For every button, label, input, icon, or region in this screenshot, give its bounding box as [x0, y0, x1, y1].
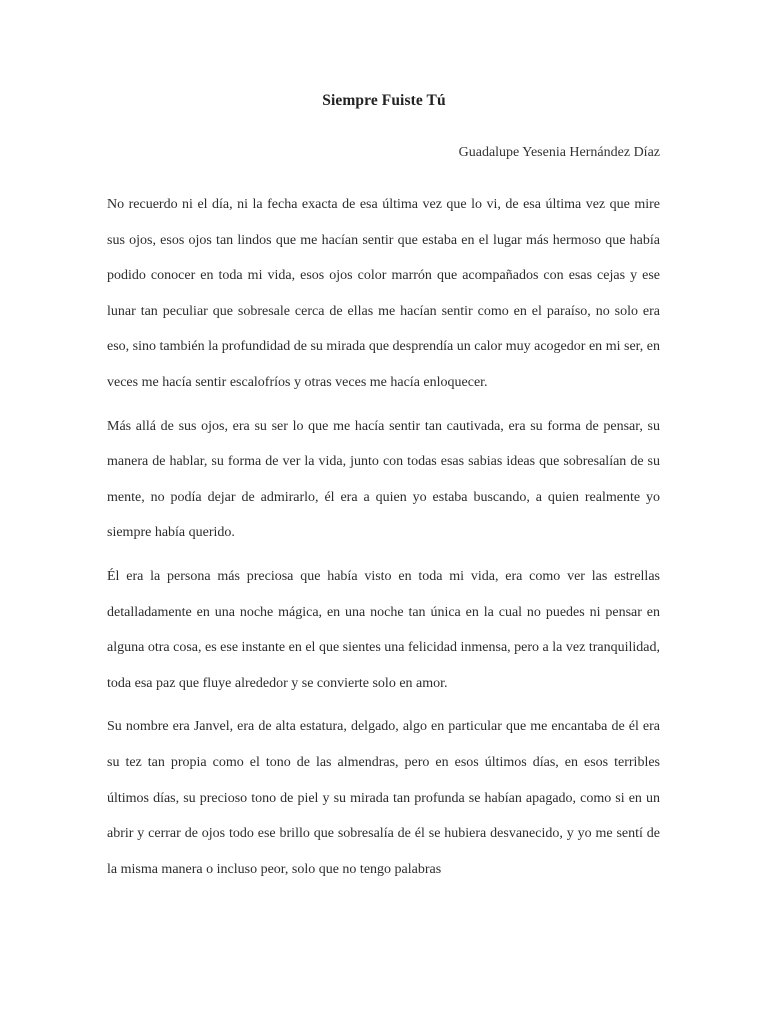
- document-author: Guadalupe Yesenia Hernández Díaz: [458, 145, 660, 160]
- paragraph: No recuerdo ni el día, ni la fecha exacta de esa última vez que lo vi, de esa última vez que mire sus ojos, esos ojos tan lindos que me hacían sentir que estaba en el lugar más hermoso que había podido conocer en toda mi vida, esos ojos color marrón que acompañados con esas cejas y ese lunar tan peculiar que sobresale cerca de ellas me hacían sentir como en el paraíso, no solo era eso, sino también la profundidad de su mirada que desprendía un calor muy acogedor en mi ser, en veces me hacía sentir escalofríos y otras veces me hacía enloquecer.: [107, 197, 660, 390]
- document-title: Siempre Fuiste Tú: [322, 92, 446, 109]
- paragraph: Él era la persona más preciosa que había visto en toda mi vida, era como ver las estrellas detalladamente en una noche mágica, en una noche tan única en la cual no puedes ni pensar en alguna otra cosa, es ese instante en el que sientes una felicidad inmensa, pero a la vez tranquilidad, toda esa paz que fluye alrededor y se convierte solo en amor.: [107, 568, 660, 691]
- document-body: [107, 187, 660, 895]
- paragraph: Su nombre era Janvel, era de alta estatura, delgado, algo en particular que me encantaba de él era su tez tan propia como el tono de las almendras, pero en esos últimos días, en esos terribles últimos días, su precioso tono de piel y su mirada tan profunda se habían apagado, como si en un abrir y cerrar de ojos todo ese brillo que sobresalía de él se hubiera desvanecido, y yo me sentí de la misma manera o incluso peor, solo que no tengo palabras: [107, 719, 660, 877]
- paragraph: Más allá de sus ojos, era su ser lo que me hacía sentir tan cautivada, era su forma de pensar, su manera de hablar, su forma de ver la vida, junto con todas esas sabias ideas que sobresalían de su mente, no podía dejar de admirarlo, él era a quien yo estaba buscando, a quien realmente yo siempre había querido.: [107, 418, 660, 541]
